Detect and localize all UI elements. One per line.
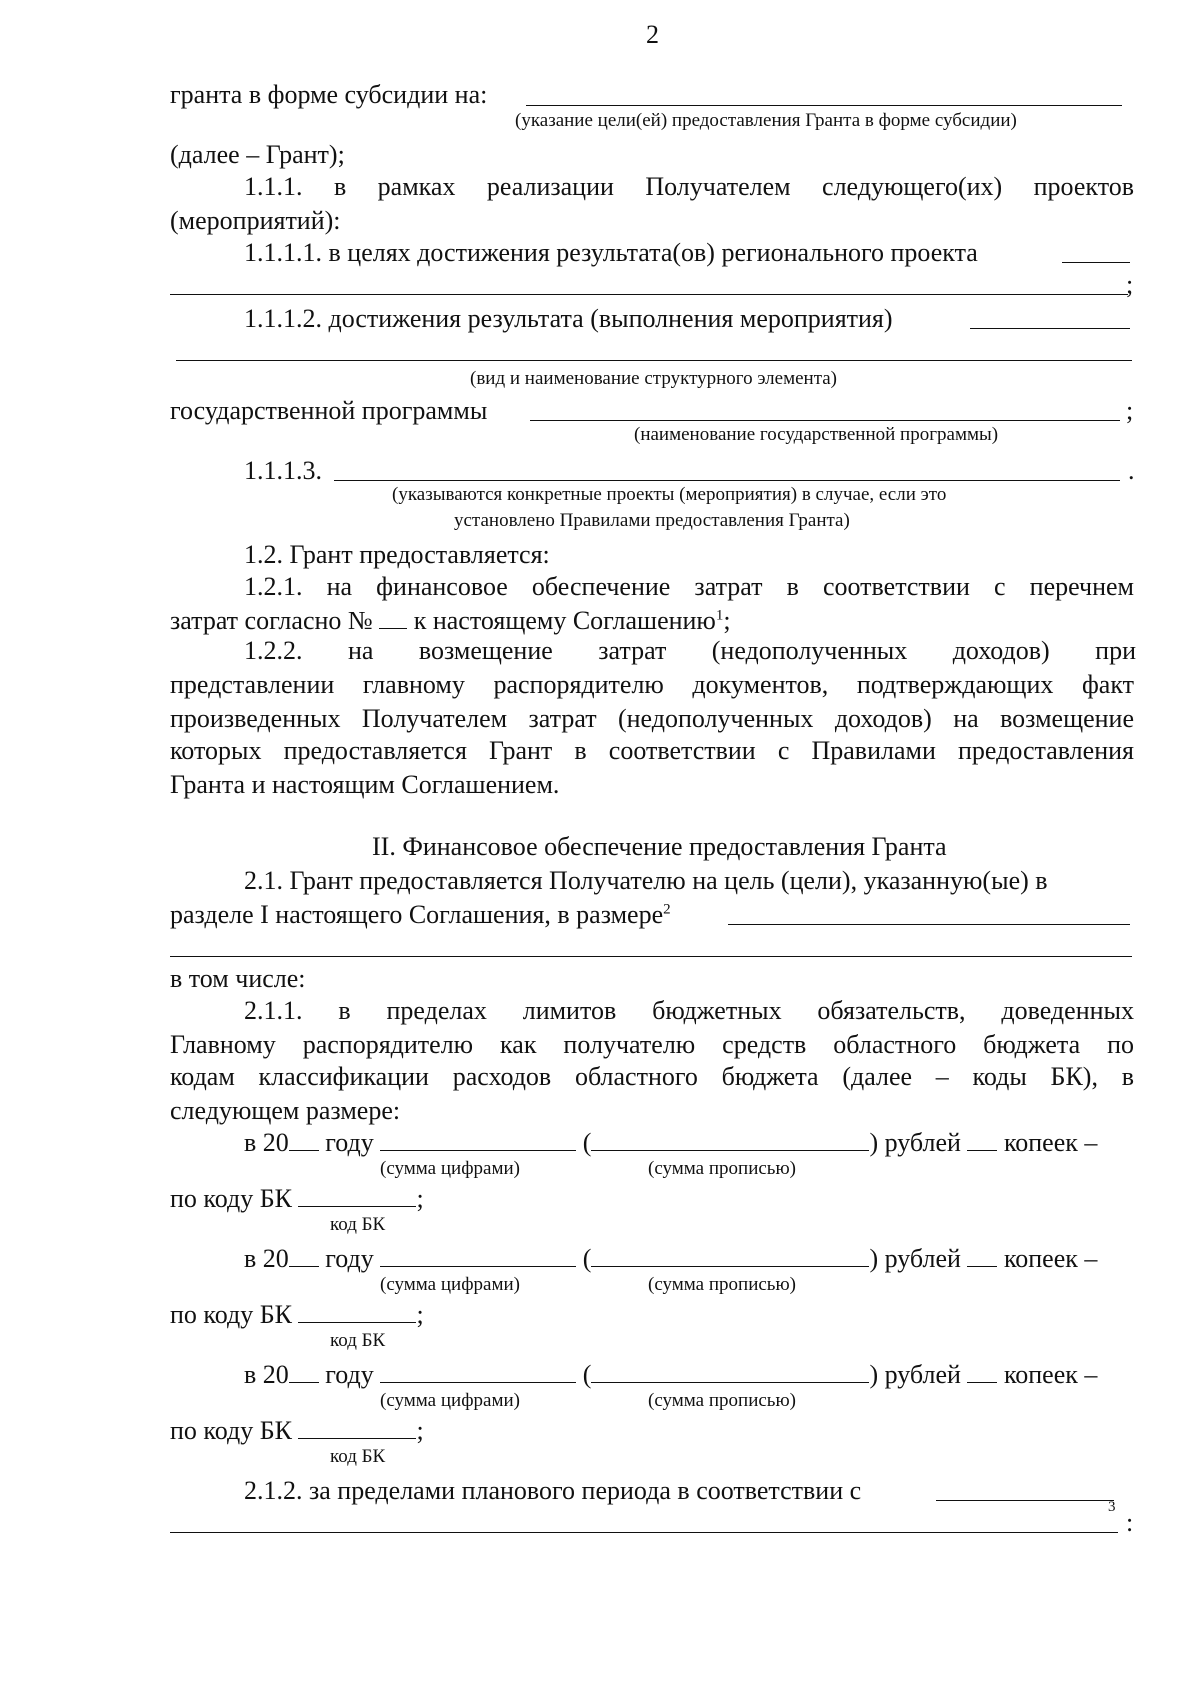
word: при: [1095, 636, 1136, 665]
text-line: 1.1.1.3.: [244, 456, 322, 485]
text-line: ;: [1126, 270, 1134, 299]
text-fragment: ;: [416, 1184, 424, 1213]
blank-field: [936, 1500, 1114, 1501]
text-fragment: в 20: [244, 1128, 289, 1157]
blank-field: [298, 1416, 416, 1439]
text-fragment: ) рублей: [869, 1244, 961, 1273]
text-fragment: (: [582, 1244, 592, 1273]
field-caption: код БК: [330, 1214, 386, 1235]
text-line: в том числе:: [170, 964, 306, 993]
text-line: :: [1126, 1508, 1134, 1537]
text-fragment: копеек –: [1003, 1244, 1098, 1273]
field-caption: код БК: [330, 1446, 386, 1467]
text-line: представлении главному распорядителю документов, подтверждающих факт: [170, 670, 1134, 699]
text-fragment: к настоящему Соглашению: [413, 606, 716, 635]
text-fragment: году: [325, 1360, 374, 1389]
text-fragment: разделе I настоящего Соглашения, в размере: [170, 900, 664, 929]
field-caption: (указываются конкретные проекты (мероприятия) в случае, если это: [392, 484, 947, 505]
text-fragment: году: [325, 1244, 374, 1273]
blank-field: [526, 105, 1122, 106]
text-fragment: ) рублей: [869, 1360, 961, 1389]
blank-field: [1062, 262, 1130, 263]
blank-field: [334, 480, 1120, 481]
text-line: .: [1128, 456, 1135, 485]
text-fragment: ;: [416, 1416, 424, 1445]
field-caption: (наименование государственной программы): [634, 424, 999, 445]
blank-field: [530, 420, 1120, 421]
blank-field: [298, 1184, 416, 1207]
field-caption: (указание цели(ей) предоставления Гранта в форме субсидии): [515, 110, 1017, 131]
text-fragment: в 20: [244, 1244, 289, 1273]
blank-field: [170, 956, 1132, 957]
blank-field: [591, 1360, 869, 1383]
word: 1.2.2.: [244, 636, 303, 665]
text-fragment: в 20: [244, 1360, 289, 1389]
blank-field: [380, 1128, 576, 1151]
text-line: кодам классификации расходов областного бюджета (далее – коды БК), в: [170, 1062, 1134, 1091]
blank-field: [967, 1128, 997, 1151]
blank-field: [380, 1360, 576, 1383]
text-line: 1.1.1.2. достижения результата (выполнения мероприятия): [244, 304, 893, 333]
blank-field: [967, 1360, 997, 1383]
word: затрат: [598, 636, 667, 665]
blank-field: [379, 606, 407, 629]
text-line: 2.1.1. в пределах лимитов бюджетных обязательств, доведенных: [244, 996, 1134, 1025]
text-fragment: году: [325, 1128, 374, 1157]
text-line: 1.1.1.1. в целях достижения результата(ов) регионального проекта: [244, 238, 978, 267]
blank-field: [380, 1244, 576, 1267]
text-line: следующем размере:: [170, 1096, 401, 1125]
blank-field: [728, 924, 1130, 925]
blank-field: [967, 1244, 997, 1267]
field-caption: (сумма цифрами): [380, 1390, 520, 1411]
text-line: которых предоставляется Грант в соответствии с Правилами предоставления: [170, 736, 1134, 765]
footnote-ref: 3: [1108, 1499, 1116, 1515]
text-line: 1.2. Грант предоставляется:: [244, 540, 550, 569]
blank-field: [970, 328, 1130, 329]
field-caption: (сумма прописью): [648, 1158, 796, 1179]
text-line: затрат согласно № к настоящему Соглашению$^1$;: [170, 606, 731, 635]
blank-field: [289, 1128, 319, 1151]
footnote-ref: 1: [715, 607, 724, 624]
field-caption: установлено Правилами предоставления Гранта): [454, 510, 850, 531]
text-line: произведенных Получателем затрат (недополученных доходов) на возмещение: [170, 704, 1134, 733]
field-caption: (сумма цифрами): [380, 1158, 520, 1179]
blank-field: [170, 294, 1128, 295]
blank-field: [170, 1532, 1118, 1533]
text-line: ;: [1126, 396, 1134, 425]
footnote-ref: 2: [663, 901, 671, 918]
text-fragment: копеек –: [1003, 1360, 1098, 1389]
text-fragment: затрат согласно №: [170, 606, 373, 635]
text-line: 2.1. Грант предоставляется Получателю на цель (цели), указанную(ые) в: [244, 866, 1048, 895]
text-fragment: по коду БК: [170, 1416, 292, 1445]
text-line: 1.2.1. на финансовое обеспечение затрат в соответствии с перечнем: [244, 572, 1134, 601]
field-caption: (сумма цифрами): [380, 1274, 520, 1295]
word: возмещение: [418, 636, 553, 665]
bk-row: [170, 1416, 424, 1446]
text-line: Гранта и настоящим Соглашением.: [170, 770, 560, 799]
blank-field: [289, 1244, 319, 1267]
blank-field: [176, 360, 1132, 361]
blank-field: [298, 1300, 416, 1323]
year-row: [244, 1128, 1097, 1158]
text-line: (мероприятий):: [170, 206, 341, 235]
word: доходов): [952, 636, 1050, 665]
text-fragment: по коду БК: [170, 1300, 292, 1329]
text-line: Главному распорядителю как получателю средств областного бюджета по: [170, 1030, 1134, 1059]
text-line: 1.1.1. в рамках реализации Получателем следующего(их) проектов: [244, 172, 1134, 201]
text-line: [244, 636, 1136, 666]
text-fragment: ;: [416, 1300, 424, 1329]
text-line: государственной программы: [170, 396, 488, 425]
text-line: (далее – Грант);: [170, 140, 345, 169]
word: (недополученных: [711, 636, 908, 665]
section-heading: II. Финансовое обеспечение предоставления Гранта: [372, 832, 947, 861]
text-line: гранта в форме субсидии на:: [170, 80, 488, 109]
text-fragment: (: [582, 1128, 592, 1157]
year-row: [244, 1360, 1097, 1390]
bk-row: [170, 1300, 424, 1330]
year-row: [244, 1244, 1097, 1274]
field-caption: (сумма прописью): [648, 1274, 796, 1295]
text-fragment: копеек –: [1003, 1128, 1098, 1157]
text-line: 2.1.2. за пределами планового периода в соответствии с: [244, 1476, 862, 1505]
field-caption: (сумма прописью): [648, 1390, 796, 1411]
text-fragment: (: [582, 1360, 592, 1389]
field-caption: (вид и наименование структурного элемента): [470, 368, 838, 389]
bk-row: [170, 1184, 424, 1214]
text-fragment: по коду БК: [170, 1184, 292, 1213]
page-number: 2: [646, 20, 659, 49]
word: на: [347, 636, 374, 665]
field-caption: код БК: [330, 1330, 386, 1351]
blank-field: [289, 1360, 319, 1383]
text-line: [170, 900, 671, 930]
text-fragment: ) рублей: [869, 1128, 961, 1157]
blank-field: [591, 1128, 869, 1151]
blank-field: [591, 1244, 869, 1267]
